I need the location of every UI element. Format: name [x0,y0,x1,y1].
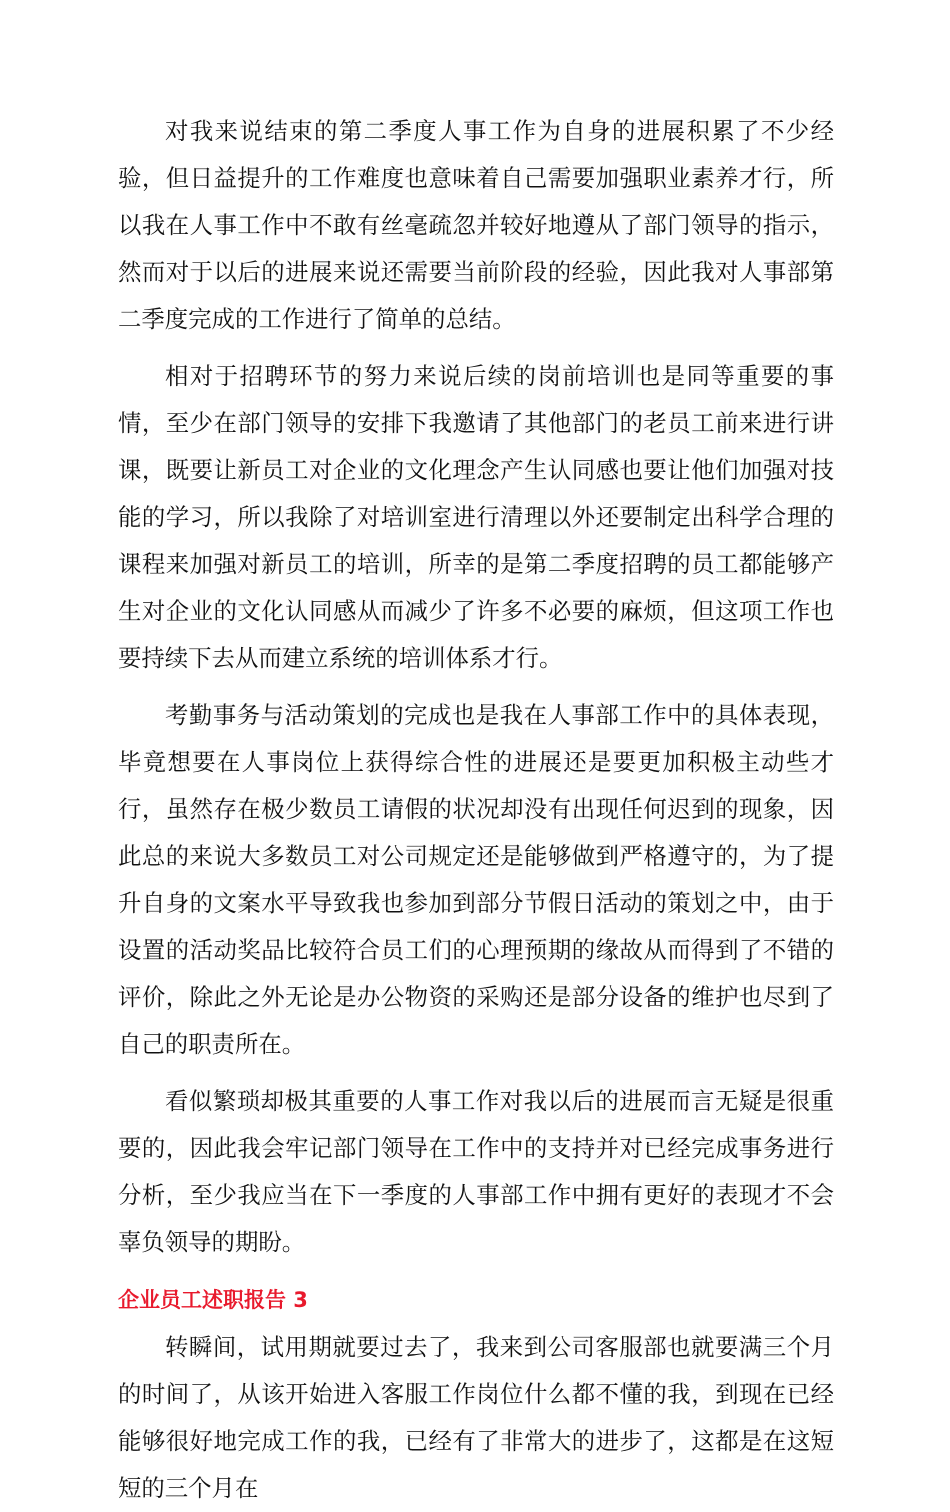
paragraph-4: 看似繁琐却极其重要的人事工作对我以后的进展而言无疑是很重要的，因此我会牢记部门领导在工作中的支持并对已经完成事务进行分析，至少我应当在下一季度的人事部工作中拥有更好的表现才不会辜负领导的期盼。 [118,1087,834,1256]
paragraph-5: 转瞬间，试用期就要过去了，我来到公司客服部也就要满三个月的时间了，从该开始进入客服工作岗位什么都不懂的我，到现在已经能够很好地完成工作的我，已经有了非常大的进步了，这都是在这短短的三个月在 [118,1333,834,1502]
paragraph-2: 相对于招聘环节的努力来说后续的岗前培训也是同等重要的事情，至少在部门领导的安排下我邀请了其他部门的老员工前来进行讲课，既要让新员工对企业的文化理念产生认同感也要让他们加强对技能的学习，所以我除了对培训室进行清理以外还要制定出科学合理的课程来加强对新员工的培训，所幸的是第二季度招聘的员工都能够产生对企业的文化认同感从而减少了许多不必要的麻烦，但这项工作也要持续下去从而建立系统的培训体系才行。 [118,362,834,672]
section-heading: 企业员工述职报告 3 [118,1288,308,1312]
paragraph-1: 对我来说结束的第二季度人事工作为自身的进展积累了不少经验，但日益提升的工作难度也意味着自己需要加强职业素养才行，所以我在人事工作中不敢有丝毫疏忽并较好地遵从了部门领导的指示，然而对于以后的进展来说还需要当前阶段的经验，因此我对人事部第二季度完成的工作进行了简单的总结。 [118,117,834,333]
document-page [118,108,834,1512]
paragraph-3: 考勤事务与活动策划的完成也是我在人事部工作中的具体表现，毕竟想要在人事岗位上获得综合性的进展还是要更加积极主动些才行，虽然存在极少数员工请假的状况却没有出现任何迟到的现象，因此总的来说大多数员工对公司规定还是能够做到严格遵守的，为了提升自身的文案水平导致我也参加到部分节假日活动的策划之中，由于设置的活动奖品比较符合员工们的心理预期的缘故从而得到了不错的评价，除此之外无论是办公物资的采购还是部分设备的维护也尽到了自己的职责所在。 [118,701,834,1058]
